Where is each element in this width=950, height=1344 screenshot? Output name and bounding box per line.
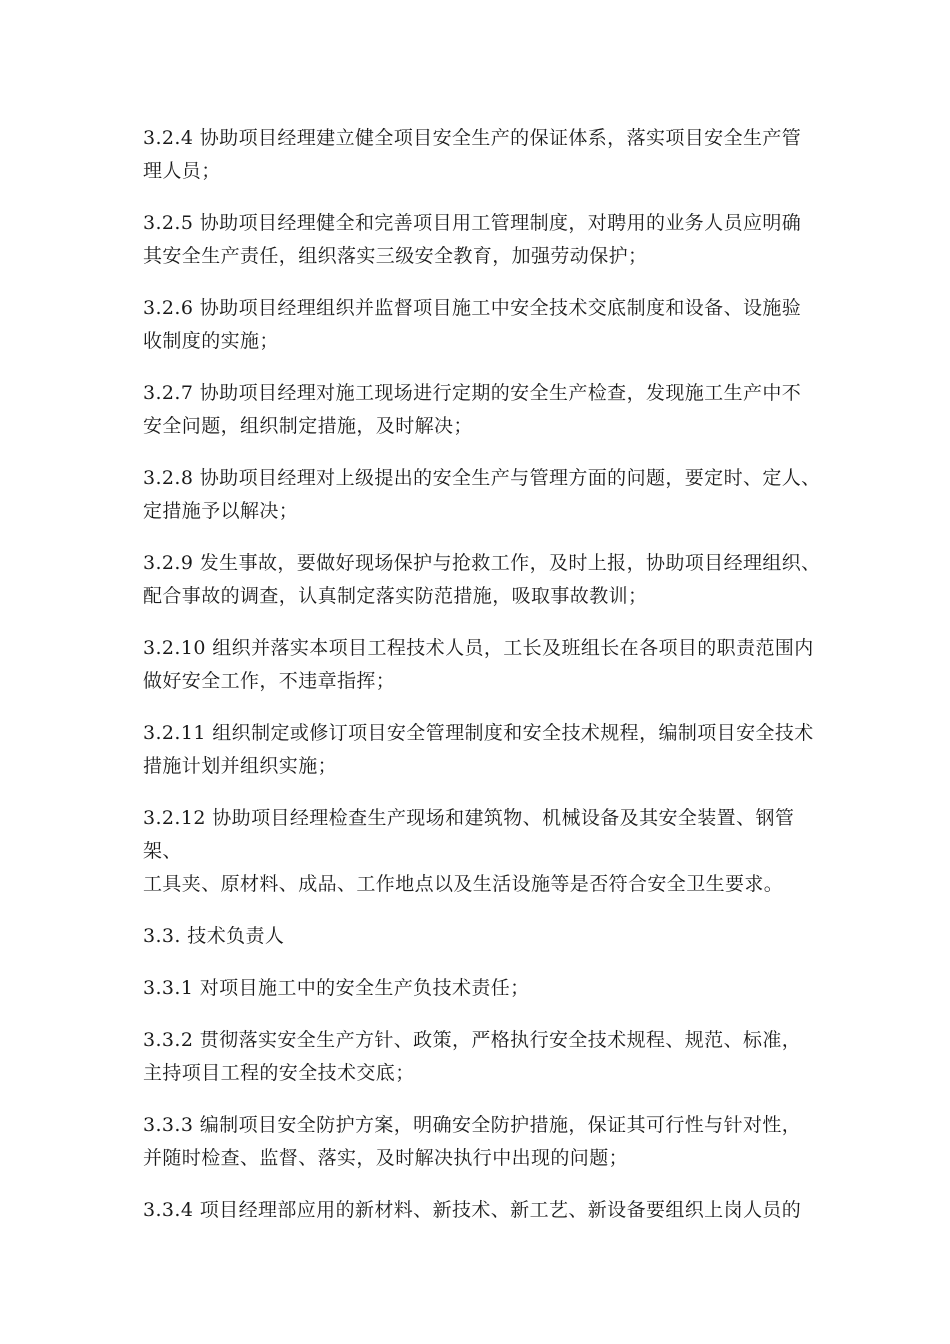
paragraph-3-2-5: 3.2.5 协助项目经理健全和完善项目用工管理制度，对聘用的业务人员应明确 其安全生产责任，组织落实三级安全教育，加强劳动保护； — [143, 212, 802, 267]
paragraph-3-2-9: 3.2.9 发生事故，要做好现场保护与抢救工作，及时上报，协助项目经理组织、 配合事故的调查，认真制定落实防范措施，吸取事故教训； — [143, 552, 821, 607]
paragraph-3-3-3: 3.3.3 编制项目安全防护方案，明确安全防护措施，保证其可行性与针对性， 并随时检查、监督、落实，及时解决执行中出现的问题； — [143, 1114, 802, 1169]
paragraph-3-3-4: 3.3.4 项目经理部应用的新材料、新技术、新工艺、新设备要组织上岗人员的 — [143, 1199, 802, 1221]
paragraph-3-2-12: 3.2.12 协助项目经理检查生产现场和建筑物、机械设备及其安全装置、钢管架、 工具夹、原材料、成品、工作地点以及生活设施等是否符合安全卫生要求。 — [143, 807, 795, 895]
paragraph-3-2-11: 3.2.11 组织制定或修订项目安全管理制度和安全技术规程，编制项目安全技术 措施计划并组织实施； — [143, 722, 814, 777]
paragraph-3-3-1: 3.3.1 对项目施工中的安全生产负技术责任； — [143, 977, 530, 999]
section-heading-3-3: 3.3. 技术负责人 — [143, 925, 285, 947]
paragraph-3-3-2: 3.3.2 贯彻落实安全生产方针、政策，严格执行安全技术规程、规范、标准， 主持项目工程的安全技术交底； — [143, 1029, 802, 1084]
document-body — [143, 122, 823, 1246]
paragraph-3-2-10: 3.2.10 组织并落实本项目工程技术人员，工长及班组长在各项目的职责范围内 做好安全工作，不违章指挥； — [143, 637, 814, 692]
paragraph-3-2-8: 3.2.8 协助项目经理对上级提出的安全生产与管理方面的问题，要定时、定人、 定措施予以解决； — [143, 467, 821, 522]
paragraph-3-2-6: 3.2.6 协助项目经理组织并监督项目施工中安全技术交底制度和设备、设施验 收制度的实施； — [143, 297, 802, 352]
paragraph-3-2-4: 3.2.4 协助项目经理建立健全项目安全生产的保证体系，落实项目安全生产管 理人员； — [143, 127, 802, 182]
paragraph-3-2-7: 3.2.7 协助项目经理对施工现场进行定期的安全生产检查，发现施工生产中不 安全问题，组织制定措施，及时解决； — [143, 382, 802, 437]
